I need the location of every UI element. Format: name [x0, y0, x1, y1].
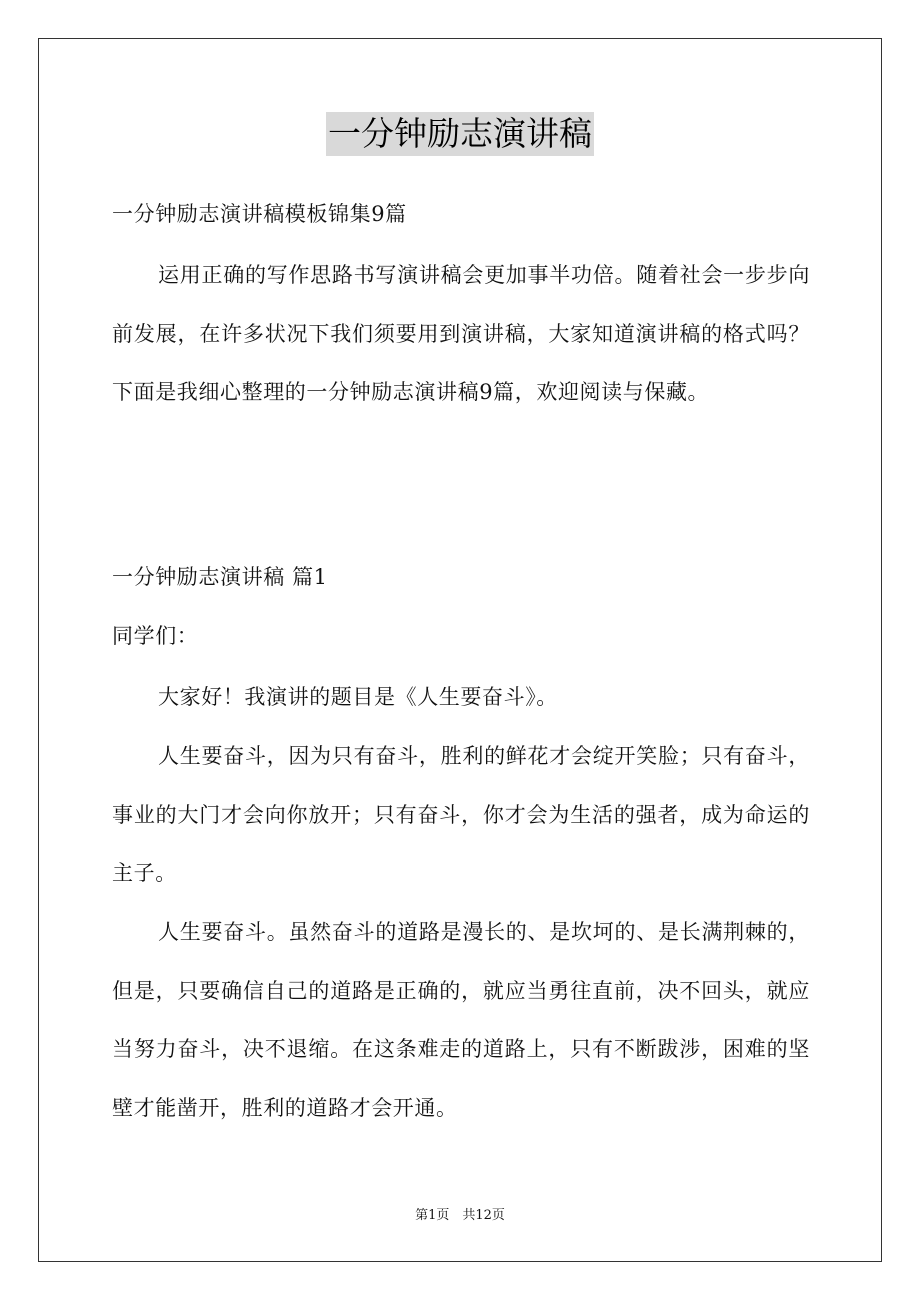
- page-footer: 第1页 共12页: [415, 1208, 505, 1223]
- salutation: 同学们：: [112, 624, 199, 648]
- body-paragraph-1: 大家好！我演讲的题目是《人生要奋斗》。: [158, 685, 558, 709]
- document-subtitle: 一分钟励志演讲稿模板锦集9篇: [112, 202, 407, 226]
- body-paragraph-2: 人生要奋斗，因为只有奋斗，胜利的鲜花才会绽开笑脸；只有奋斗，事业的大门才会向你放开；只有奋斗，你才会为生活的强者，成为命运的主子。: [112, 744, 810, 885]
- title-container: [0, 112, 920, 156]
- section-heading: 一分钟励志演讲稿 篇1: [112, 565, 328, 589]
- body-paragraph-3: 人生要奋斗。虽然奋斗的道路是漫长的、是坎坷的、是长满荆棘的，但是，只要确信自己的道路是正确的，就应当勇往直前，决不回头，就应当努力奋斗，决不退缩。在这条难走的道路上，只有不断跋涉，困难的坚壁才能凿开，胜利的道路才会开通。: [112, 920, 810, 1120]
- document-title: 一分钟励志演讲稿: [326, 112, 594, 156]
- intro-paragraph: 运用正确的写作思路书写演讲稿会更加事半功倍。随着社会一步步向前发展，在许多状况下我们须要用到演讲稿，大家知道演讲稿的格式吗？下面是我细心整理的一分钟励志演讲稿9篇，欢迎阅读与保藏。: [112, 263, 810, 404]
